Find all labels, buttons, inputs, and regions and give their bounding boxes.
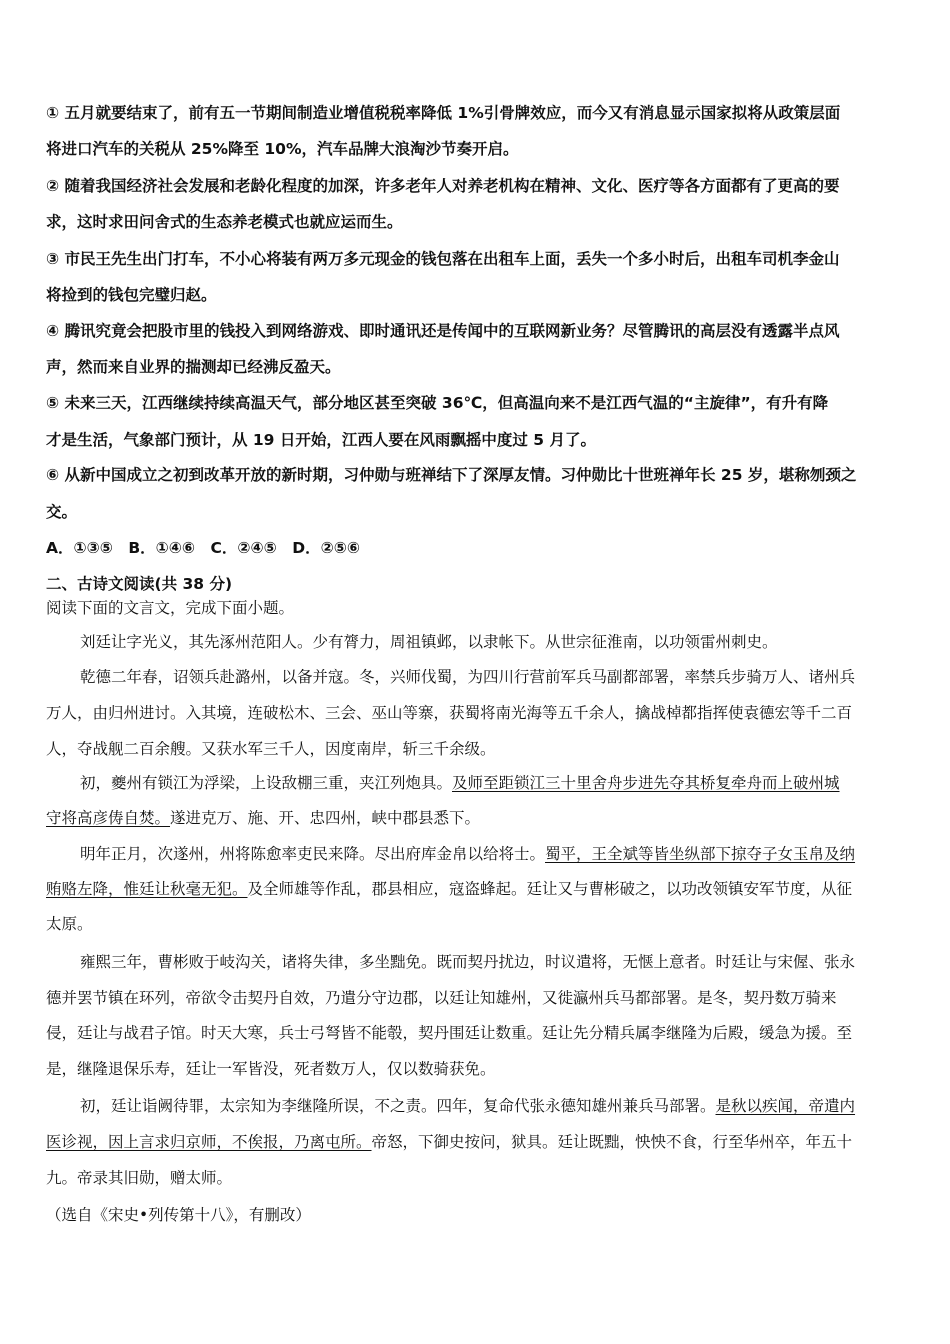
item-6-line-1: ⑥ 从新中国成立之初到改革开放的新时期，习仲勋与班禅结下了深厚友情。习仲勋比十世班禅年长 25 岁，堪称刎颈之 <box>46 466 857 484</box>
section-heading: 二、古诗文阅读(共 38 分) <box>46 575 233 593</box>
passage-p3-line-2 <box>46 808 480 828</box>
passage-p4-line-3: 太原。 <box>46 915 93 933</box>
item-5-line-1: ⑤ 未来三天，江西继续持续高温天气，部分地区甚至突破 36℃，但高温向来不是江西气温的“主旋律”，有升有降 <box>46 394 829 412</box>
passage-p3-line-1 <box>80 773 840 793</box>
item-1-line-2: 将进口汽车的关税从 25%降至 10%，汽车品牌大浪淘沙节奏开启。 <box>46 140 519 158</box>
reading-instruction: 阅读下面的文言文，完成下面小题。 <box>46 599 295 617</box>
passage-p6-line-1 <box>80 1096 855 1116</box>
item-3-line-1: ③ 市民王先生出门打车，不小心将装有两万多元现金的钱包落在出租车上面，丢失一个多小时后，出租车司机李金山 <box>46 250 840 268</box>
item-3-line-2: 将捡到的钱包完璧归赵。 <box>46 286 217 304</box>
passage-p6-text-1a: 初，廷让诣阙待罪，太宗知为李继隆所误，不之责。四年，复命代张永德知雄州兼兵马部署。 <box>80 1097 716 1115</box>
passage-p1: 刘廷让字光义，其先涿州范阳人。少有膂力，周祖镇邺，以隶帐下。从世宗征淮南，以功领雷州刺史。 <box>80 633 778 651</box>
passage-p6-line-3: 九。帝录其旧勋，赠太师。 <box>46 1169 233 1187</box>
item-2-line-2: 求，这时求田问舍式的生态养老模式也就应运而生。 <box>46 213 403 231</box>
passage-p2-line-1: 乾德二年春，诏领兵赴潞州，以备并寇。冬，兴师伐蜀，为四川行营前军兵马副都部署，率禁兵步骑万人、诸州兵 <box>80 668 856 686</box>
underlined-sentence-1b: 守将高彦俦自焚。 <box>46 809 171 827</box>
passage-p6-text-2b: 帝怒，下御史按问，狱具。廷让既黜，怏怏不食，行至华州卒，年五十 <box>371 1133 853 1151</box>
passage-p6-line-2 <box>46 1132 852 1152</box>
passage-p2-line-3: 人，夺战舰二百余艘。又获水军三千人，因度南岸，斩三千余级。 <box>46 740 496 758</box>
passage-p3-text-2b: 遂进克万、施、开、忠四州，峡中郡县悉下。 <box>170 809 481 827</box>
passage-p5-line-1: 雍熙三年，曹彬败于岐沟关，诸将失律，多坐黜免。既而契丹扰边，时议遣将，无惬上意者。时廷让与宋偓、张永 <box>80 953 856 971</box>
answer-options: A．①③⑤ B．①④⑥ C．②④⑤ D．②⑤⑥ <box>46 539 361 557</box>
item-4-line-1: ④ 腾讯究竟会把股市里的钱投入到网络游戏、即时通讯还是传闻中的互联网新业务？尽管腾讯的高层没有透露半点风 <box>46 322 840 340</box>
passage-p4-text-2b: 及全师雄等作乱，郡县相应，寇盗蜂起。廷让又与曹彬破之，以功改领镇安军节度，从征 <box>247 880 853 898</box>
passage-p5-line-4: 是，继隆退保乐寿，廷让一军皆没，死者数万人，仅以数骑获免。 <box>46 1060 496 1078</box>
passage-p4-line-2 <box>46 879 852 899</box>
item-6-line-2: 交。 <box>46 503 78 521</box>
item-2-line-1: ② 随着我国经济社会发展和老龄化程度的加深，许多老年人对养老机构在精神、文化、医疗等各方面都有了更高的要 <box>46 177 840 195</box>
passage-source: （选自《宋史•列传第十八》，有删改） <box>46 1206 311 1224</box>
underlined-sentence-2b: 贿赂左降，惟廷让秋毫无犯。 <box>46 880 248 898</box>
item-1-line-1: ① 五月就要结束了，前有五一节期间制造业增值税税率降低 1%引骨牌效应，而今又有消息显示国家拟将从政策层面 <box>46 104 841 122</box>
passage-p4-line-1 <box>80 844 855 864</box>
passage-p5-line-3: 侵，廷让与战君子馆。时天大寒，兵士弓弩皆不能彀，契丹围廷让数重。廷让先分精兵属李继隆为后殿，缓急为援。至 <box>46 1024 853 1042</box>
passage-p2-line-2: 万人，由归州进讨。入其境，连破松木、三会、巫山等寨，获蜀将南光海等五千余人，擒战棹都指挥使袁德宏等千二百 <box>46 704 853 722</box>
underlined-sentence-3a: 是秋以疾闻，帝遣内 <box>715 1097 856 1115</box>
item-5-line-2: 才是生活，气象部门预计，从 19 日开始，江西人要在风雨飘摇中度过 5 月了。 <box>46 431 596 449</box>
underlined-sentence-3b: 医诊视，因上言求归京师，不俟报，乃离屯所。 <box>46 1133 372 1151</box>
passage-p5-line-2: 德并罢节镇在环列，帝欲令击契丹自效，乃遣分守边郡，以廷让知雄州，又徙瀛州兵马都部署。是冬，契丹数万骑来 <box>46 989 837 1007</box>
passage-p4-text-1a: 明年正月，次遂州，州将陈愈率吏民来降。尽出府库金帛以给将士。 <box>80 845 546 863</box>
passage-p3-text-1a: 初，夔州有锁江为浮梁，上设敌棚三重，夹江列炮具。 <box>80 774 453 792</box>
underlined-sentence-1a: 及师至距锁江三十里舍舟步进先夺其桥复牵舟而上破州城 <box>452 774 840 792</box>
item-4-line-2: 声，然而来自业界的揣测却已经沸反盈天。 <box>46 358 341 376</box>
underlined-sentence-2a: 蜀平，王全斌等皆坐纵部下掠夺子女玉帛及纳 <box>545 845 856 863</box>
